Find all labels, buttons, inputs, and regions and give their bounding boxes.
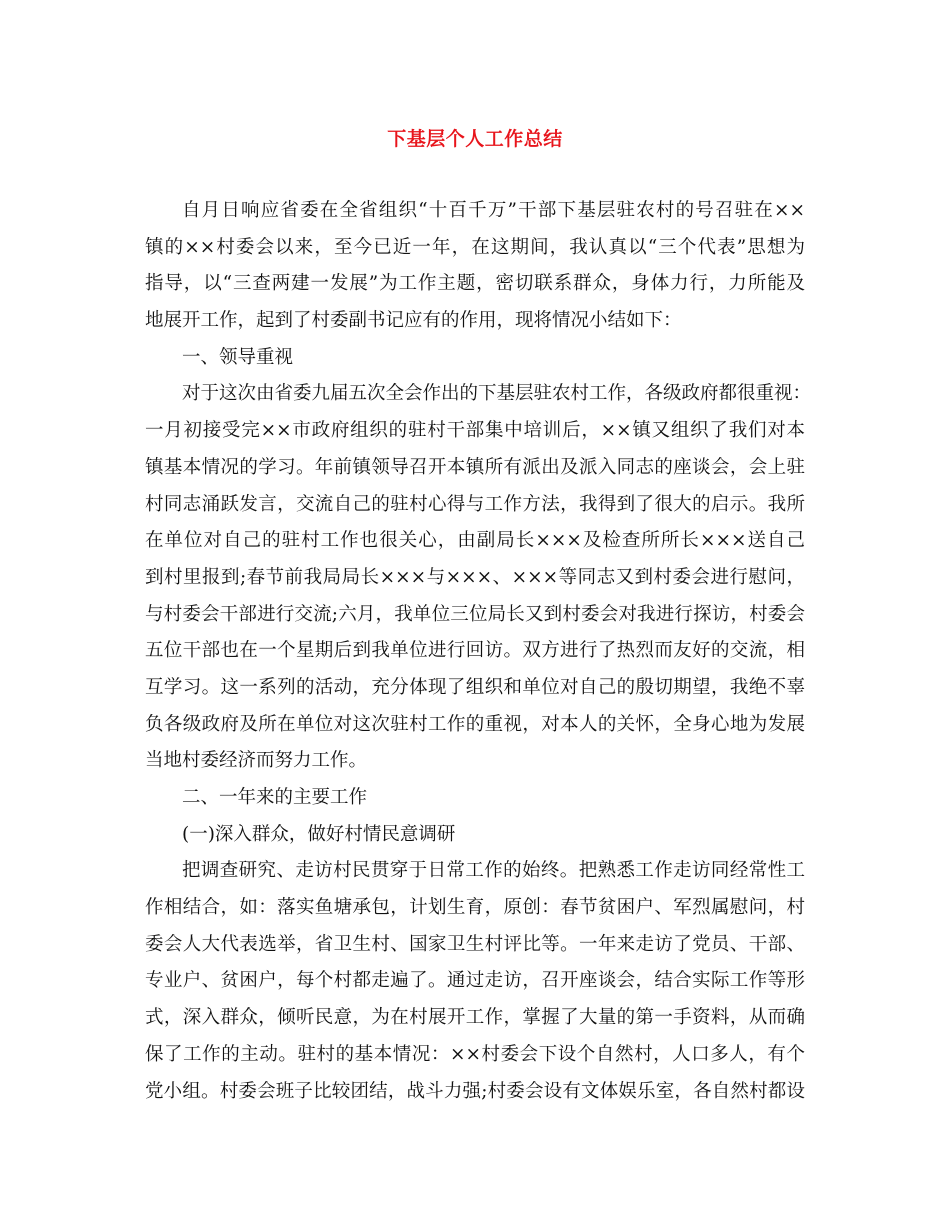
paragraph-line: 互学习。这一系列的活动，充分体现了组织和单位对自己的殷切期望，我绝不辜 (145, 676, 805, 698)
paragraph-line: 党小组。村委会班子比较团结，战斗力强;村委会设有文体娱乐室，各自然村都设 (145, 1080, 805, 1102)
paragraph-line: 五位干部也在一个星期后到我单位进行回访。双方进行了热烈而友好的交流，相 (145, 640, 805, 662)
paragraph-line: 作相结合，如：落实鱼塘承包，计划生育，原创：春节贫困户、军烈属慰问，村 (145, 897, 805, 919)
paragraph-line: 村同志涌跃发言，交流自己的驻村心得与工作方法，我得到了很大的启示。我所 (145, 493, 805, 515)
paragraph-line: 一月初接受完××市政府组织的驻村干部集中培训后，××镇又组织了我们对本 (145, 420, 805, 442)
paragraph-line: 指导，以“三查两建一发展”为工作主题，密切联系群众，身体力行，力所能及 (145, 273, 805, 295)
paragraph-line: 对于这次由省委九届五次全会作出的下基层驻农村工作，各级政府都很重视： (182, 383, 812, 405)
paragraph-line: 式，深入群众，倾听民意，为在村展开工作，掌握了大量的第一手资料，从而确 (145, 1007, 805, 1029)
document-body (145, 193, 812, 1110)
paragraph-line: 保了工作的主动。驻村的基本情况：××村委会下设个自然村，人口多人，有个 (145, 1043, 805, 1065)
paragraph-line: 在单位对自己的驻村工作也很关心，由副局长×××及检查所所长×××送自己 (145, 530, 805, 552)
section-heading: 二、一年来的主要工作 (182, 787, 368, 808)
paragraph-line: 与村委会干部进行交流;六月，我单位三位局长又到村委会对我进行探访，村委会 (145, 603, 805, 625)
paragraph-line: 负各级政府及所在单位对这次驻村工作的重视，对本人的关怀，全身心地为发展 (145, 713, 805, 735)
subsection-heading: (一)深入群众，做好村情民意调研 (182, 823, 456, 845)
paragraph-line: 自月日响应省委在全省组织“十百千万”干部下基层驻农村的号召驻在×× (182, 200, 805, 221)
paragraph-line: 专业户、贫困户，每个村都走遍了。通过走访，召开座谈会，结合实际工作等形 (145, 970, 805, 992)
document-title: 下基层个人工作总结 (387, 128, 563, 150)
paragraph-line: 把调查研究、走访村民贯穿于日常工作的始终。把熟悉工作走访同经常性工 (182, 860, 805, 882)
paragraph-line: 委会人大代表选举，省卫生村、国家卫生村评比等。一年来走访了党员、干部、 (145, 933, 805, 955)
paragraph-line: 镇的××村委会以来，至今已近一年，在这期间，我认真以“三个代表”思想为 (145, 236, 805, 258)
paragraph-line: 到村里报到;春节前我局局长×××与×××、×××等同志又到村委会进行慰问， (145, 566, 805, 588)
section-heading: 一、领导重视 (182, 346, 294, 368)
paragraph-line: 镇基本情况的学习。年前镇领导召开本镇所有派出及派入同志的座谈会，会上驻 (145, 456, 805, 478)
paragraph-line: 地展开工作，起到了村委副书记应有的作用，现将情况小结如下： (145, 310, 682, 332)
paragraph-line: 当地村委经济而努力工作。 (145, 750, 368, 772)
